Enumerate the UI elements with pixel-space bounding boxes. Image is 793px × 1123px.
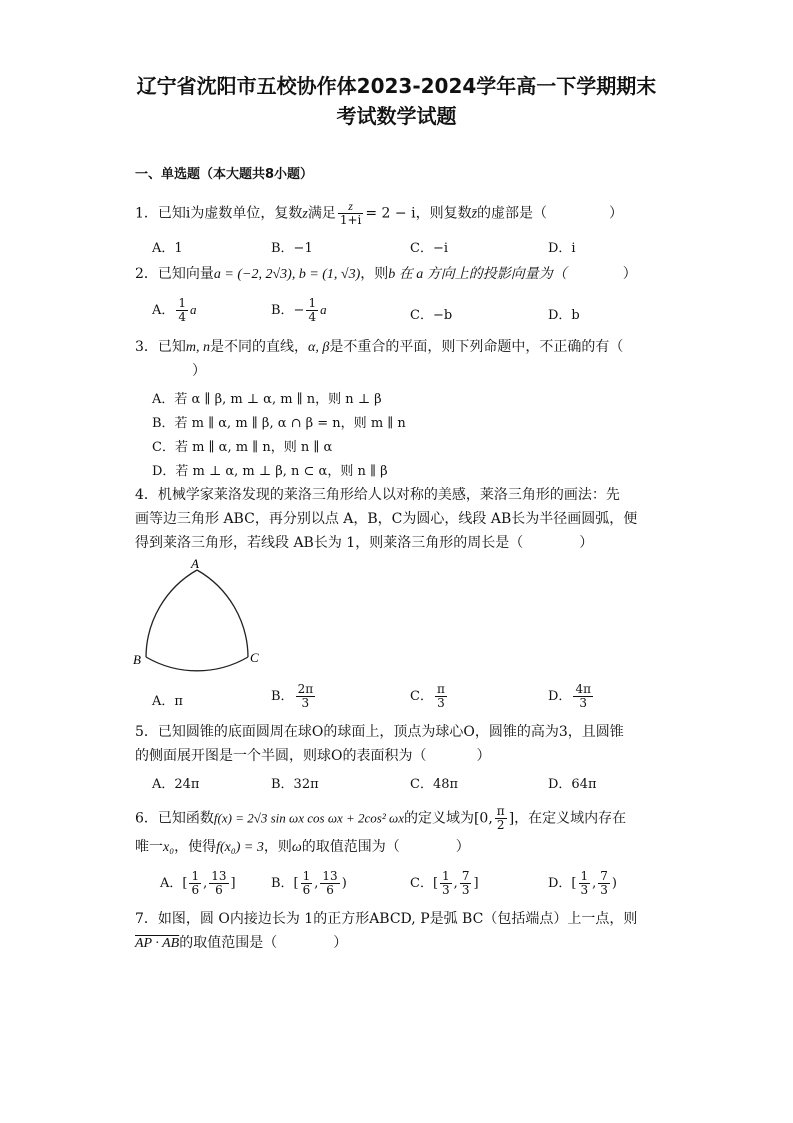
q1-option-d: D．i <box>548 241 576 256</box>
question-6-line1: 6．已知函数f(x) = 2√3 sin ωx cos ωx + 2cos² ωx的定义域为[0, $\frac{\pi}{2}$ ]，在定义域内存在 <box>135 804 627 832</box>
q4-option-d: D． $\frac{4\pi}{3}$ <box>548 682 591 710</box>
question-4-line1: 4．机械学家莱洛发现的莱洛三角形给人以对称的美感，莱洛三角形的画法：先 <box>135 487 620 503</box>
q4-option-a: A．π <box>152 694 183 709</box>
reuleaux-arc-bc <box>146 657 248 671</box>
q1-option-c: C．−i <box>410 241 448 256</box>
q2-option-d: D．b <box>548 308 580 323</box>
q6-option-b: B．[ $\frac{1}{6}$ , $\frac{13}{6}$ ) <box>271 869 347 897</box>
question-2: 2．已知向量a = (−2, 2√3), b = (1, √3)，则b 在 a 方向上的投影向量为（ ） <box>135 266 637 282</box>
reuleaux-arc-ca <box>197 570 248 657</box>
q1-option-a: A．1 <box>152 241 183 256</box>
q4-option-b: B． $\frac{2\pi}{3}$ <box>271 682 314 710</box>
section-heading: 一、单选题（本大题共8小题） <box>135 167 314 182</box>
question-5-line2: 的侧面展开图是一个半圆，则球O的表面积为（ ） <box>135 748 491 764</box>
question-3-paren-close: ） <box>192 363 206 379</box>
q5-option-a: A．24π <box>152 777 200 792</box>
q5-option-b: B．32π <box>271 777 319 792</box>
figure-label-c: C <box>250 650 259 665</box>
q2-option-c: C．−b <box>410 308 453 323</box>
q5-option-d: D．64π <box>548 777 597 792</box>
question-7-line1: 7．如图，圆 O内接边长为 1的正方形ABCD, P是弧 BC（包括端点）上一点，则 <box>135 911 638 927</box>
question-6-line2: 唯一x₀，使得f(x₀) = 3，则ω的取值范围为（ ） <box>135 839 470 855</box>
q5-option-c: C．48π <box>410 777 459 792</box>
exam-title-line2: 考试数学试题 <box>336 104 457 128</box>
question-1: 1．已知i为虚数单位，复数z满足 $\frac{z}{1+i}$ = 2 − i，则复数z̄的虚部是（ ） <box>135 199 624 227</box>
q1-fraction: $\frac{z}{1+i}$ <box>339 199 362 227</box>
q6-option-c: C．[ $\frac{1}{3}$ , $\frac{7}{3}$ ] <box>410 869 479 897</box>
q6-option-a: A．[ $\frac{1}{6}$ , $\frac{13}{6}$ ] <box>160 869 236 897</box>
question-3: 3．已知m, n是不同的直线，α, β是不重合的平面，则下列命题中，不正确的有（ <box>135 339 624 355</box>
question-7-line2: AP · AB的取值范围是（ ） <box>135 935 348 951</box>
q2-option-a: A． $\frac{1}{4}$ a <box>152 296 197 324</box>
q1-option-b: B．−1 <box>271 241 313 256</box>
question-4-line2: 画等边三角形 ABC，再分别以点 A，B，C为圆心，线段 AB长为半径画圆弧，便 <box>135 511 638 527</box>
q4-option-c: C． $\frac{\pi}{3}$ <box>410 682 445 710</box>
exam-title-line1: 辽宁省沈阳市五校协作体2023-2024学年高一下学期期末 <box>136 74 657 98</box>
question-4-line3: 得到莱洛三角形，若线段 AB长为 1，则莱洛三角形的周长是（ ） <box>135 535 594 551</box>
figure-label-b: B <box>133 652 141 667</box>
q6-option-d: D．[ $\frac{1}{3}$ , $\frac{7}{3}$ ) <box>548 869 617 897</box>
question-5-line1: 5．已知圆锥的底面圆周在球O的球面上，顶点为球心O，圆锥的高为3，且圆锥 <box>135 724 624 740</box>
q3-option-a: A．若 α ∥ β, m ⊥ α, m ∥ n，则 n ⊥ β <box>152 392 382 407</box>
q3-option-d: D．若 m ⊥ α, m ⊥ β, n ⊂ α，则 n ∥ β <box>152 464 388 479</box>
figure-label-a: A <box>191 556 199 571</box>
q3-option-b: B．若 m ∥ α, m ∥ β, α ∩ β = n，则 m ∥ n <box>152 416 406 431</box>
reuleaux-arc-ab <box>146 570 197 657</box>
q2-option-b: B．− $\frac{1}{4}$ a <box>271 296 327 324</box>
q3-option-c: C．若 m ∥ α, m ∥ n，则 n ∥ α <box>152 440 333 455</box>
